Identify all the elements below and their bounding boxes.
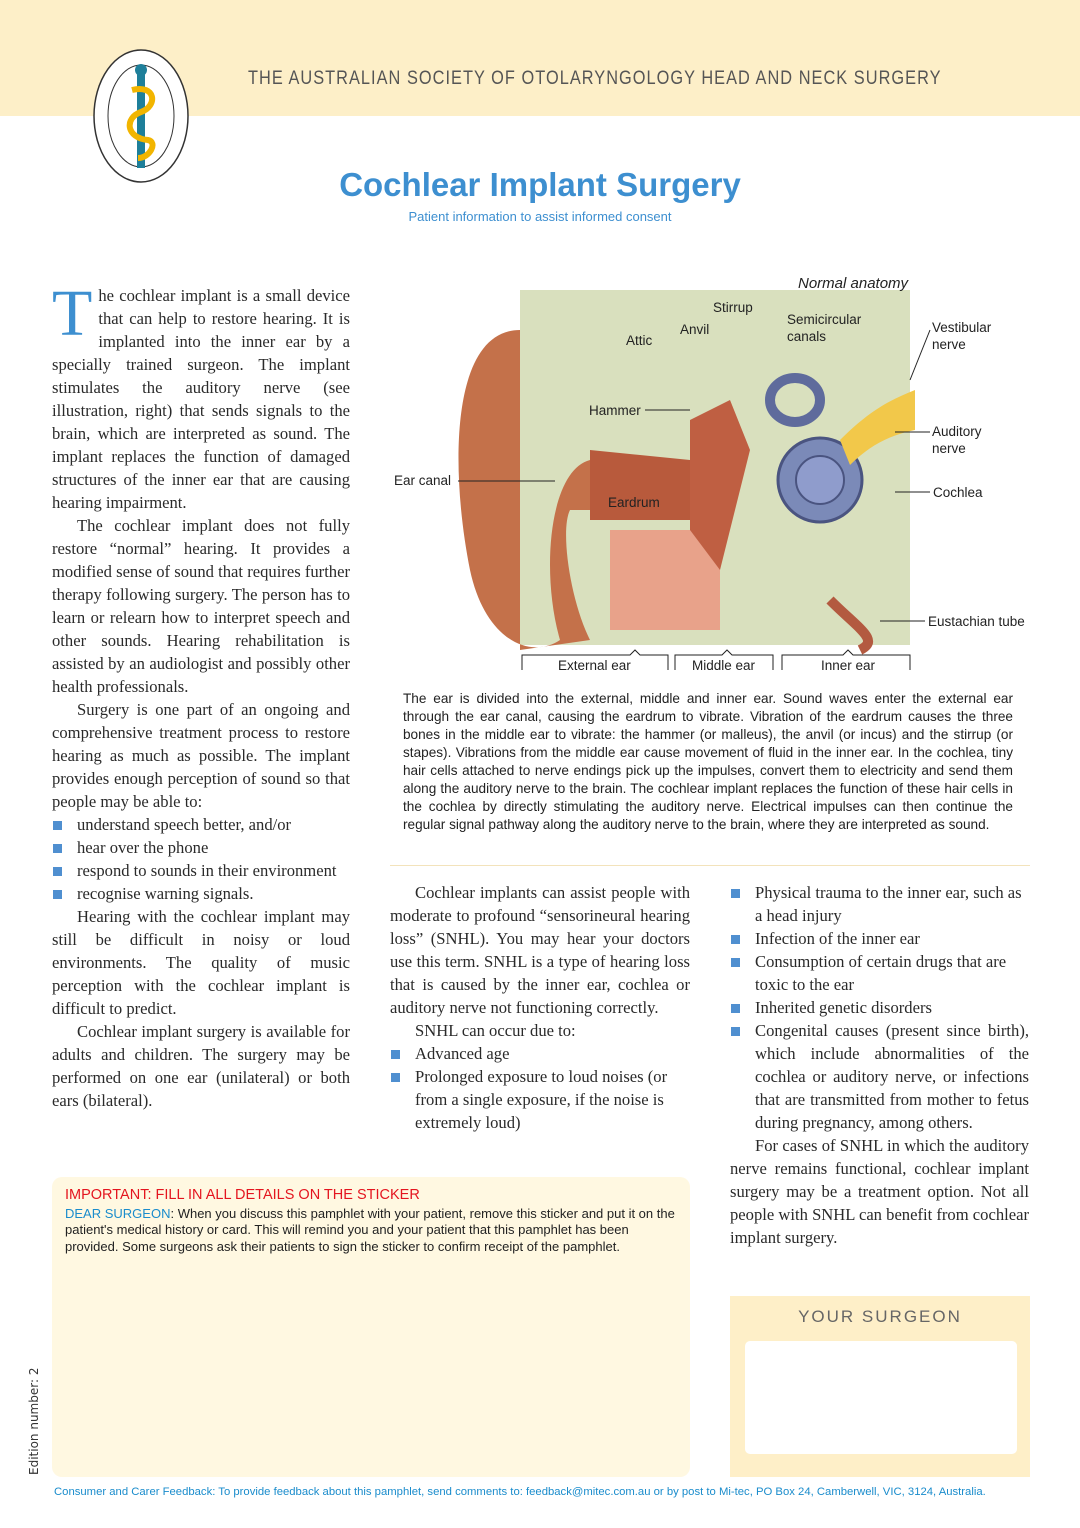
label-external-ear: External ear	[558, 658, 631, 673]
left-column	[52, 277, 350, 1112]
your-surgeon-box	[730, 1296, 1030, 1477]
society-logo	[92, 48, 190, 184]
label-semicircular: Semicircular	[787, 312, 862, 327]
feedback-footer: Consumer and Carer Feedback: To provide feedback about this pamphlet, send comments to: feedback@mitec.com.au or by post to Mi-tec, PO Box 24, Camberwell, VIC, 3124, Australia.	[54, 1486, 986, 1498]
label-middle-ear: Middle ear	[692, 658, 756, 673]
illustration-heading: Normal anatomy	[798, 275, 909, 292]
page-title: Cochlear Implant Surgery	[339, 166, 741, 203]
sticker-area[interactable]	[52, 1177, 690, 1477]
ability-list	[52, 813, 350, 905]
label-anvil: Anvil	[680, 322, 710, 337]
list-item: Congenital causes (present since birth), which include abnormalities of the cochlea or auditory nerve, or infections that are transmitted from mother to fetus during pregnancy, among others.	[730, 1019, 1029, 1134]
label-vestibular: Vestibular	[932, 320, 992, 335]
list-item: Consumption of certain drugs that are toxic to the ear	[730, 950, 1029, 996]
paragraph: SNHL can occur due to:	[415, 1021, 576, 1040]
label-ear-canal: Ear canal	[394, 473, 452, 488]
label-canals: canals	[787, 329, 827, 344]
sticker-body: : When you discuss this pamphlet with your patient, remove this sticker and put it on the patient's medical history or card. This will remind you and your patient that this pamphlet has been provided. Some surgeons ask their patients to sign the sticker to confirm receipt of the pamphlet.	[65, 1205, 675, 1254]
label-auditory: Auditory	[932, 424, 982, 439]
list-item: Physical trauma to the inner ear, such as a head injury	[730, 881, 1029, 927]
ear-anatomy-illustration	[390, 270, 1035, 680]
society-name: THE AUSTRALIAN SOCIETY OF OTOLARYNGOLOGY HEAD AND NECK SURGERY	[248, 68, 942, 89]
paragraph: Hearing with the cochlear implant may still be difficult in noisy or loud environments. The quality of music perception with the cochlear implant is difficult to predict.	[52, 907, 350, 1018]
label-stirrup: Stirrup	[713, 300, 753, 315]
your-surgeon-label: YOUR SURGEON	[798, 1307, 962, 1326]
illustration-caption: The ear is divided into the external, middle and inner ear. Sound waves enter the external ear through the ear canal, causing the eardrum to vibrate. Vibration of the eardrum causes the three bones in the middle ear to vibrate: the hammer (or malleus), the anvil (or incus) and the stirrup (or stapes). Vibrations from the middle ear cause movement of fluid in the inner ear. In the cochlea, tiny hair cells attached to nerve endings pick up the impulses, convert them to electricity and send them along the auditory nerve to the brain. The cochlear implant replaces the function of these hair cells in the cochlea by directly stimulating the auditory nerve. Electrical impulses can then continue the regular signal pathway along the auditory nerve to the brain, where they are interpreted as sound.	[403, 691, 1013, 832]
paragraph: The cochlear implant does not fully restore “normal” hearing. It provides a modified sense of sound that requires further therapy following surgery. The person has to learn or relearn how to interpret speech and other sounds. Hearing rehabilitation is assisted by an audiologist and possibly other health professionals.	[52, 516, 350, 696]
sticker-dear-surgeon: DEAR SURGEON	[65, 1205, 171, 1221]
label-vestibular-nerve: nerve	[932, 337, 966, 352]
label-eustachian-tube: Eustachian tube	[928, 614, 1025, 629]
paragraph: Cochlear implants can assist people with moderate to profound “sensorineural hearing loss” (SNHL). You may hear your doctors use this term. SNHL is a type of hearing loss that is caused by the inner ear, cochlea or auditory nerve not functioning correctly.	[390, 883, 690, 1017]
drop-cap: T	[52, 277, 93, 350]
list-item: recognise warning signals.	[52, 882, 350, 905]
label-auditory-nerve: nerve	[932, 441, 966, 456]
paragraph: he cochlear implant is a small device that can help to restore hearing. It is implanted into the inner ear by a specially trained surgeon. The implant stimulates the auditory nerve (see illustration, right) that sends signals to the brain, which are interpreted as sound. The implant replaces the function of damaged structures of the inner ear that are causing hearing impairment.	[52, 286, 350, 512]
cause-list-continued	[730, 881, 1029, 1134]
cause-list	[390, 1042, 690, 1134]
paragraph: Surgery is one part of an ongoing and comprehensive treatment process to restore hearing as much as possible. The implant provides enough perception of sound so that people may be able to:	[52, 700, 350, 811]
list-item: Advanced age	[390, 1042, 690, 1065]
sticker-important: IMPORTANT: FILL IN ALL DETAILS ON THE STICKER	[65, 1187, 420, 1203]
divider	[390, 865, 1030, 866]
list-item: Inherited genetic disorders	[730, 996, 1029, 1019]
list-item: Prolonged exposure to loud noises (or from a single exposure, if the noise is extremely loud)	[390, 1065, 690, 1134]
label-hammer: Hammer	[589, 403, 641, 418]
middle-column	[390, 881, 690, 1134]
label-inner-ear: Inner ear	[821, 658, 876, 673]
list-item: hear over the phone	[52, 836, 350, 859]
right-column	[730, 881, 1029, 1249]
label-eardrum: Eardrum	[608, 495, 660, 510]
list-item: Infection of the inner ear	[730, 927, 1029, 950]
paragraph: Cochlear implant surgery is available for adults and children. The surgery may be performed on one ear (unilateral) or both ears (bilateral).	[52, 1022, 350, 1110]
paragraph: For cases of SNHL in which the auditory nerve remains functional, cochlear implant surgery may be a treatment option. Not all people with SNHL can benefit from cochlear implant surgery.	[730, 1136, 1029, 1247]
list-item: understand speech better, and/or	[52, 813, 350, 836]
edition-number: Edition number: 2	[27, 1367, 41, 1475]
label-cochlea: Cochlea	[933, 485, 983, 500]
label-attic: Attic	[626, 333, 653, 348]
surgeon-details-field[interactable]	[745, 1341, 1017, 1454]
page-subtitle: Patient information to assist informed consent	[408, 209, 672, 224]
list-item: respond to sounds in their environment	[52, 859, 350, 882]
